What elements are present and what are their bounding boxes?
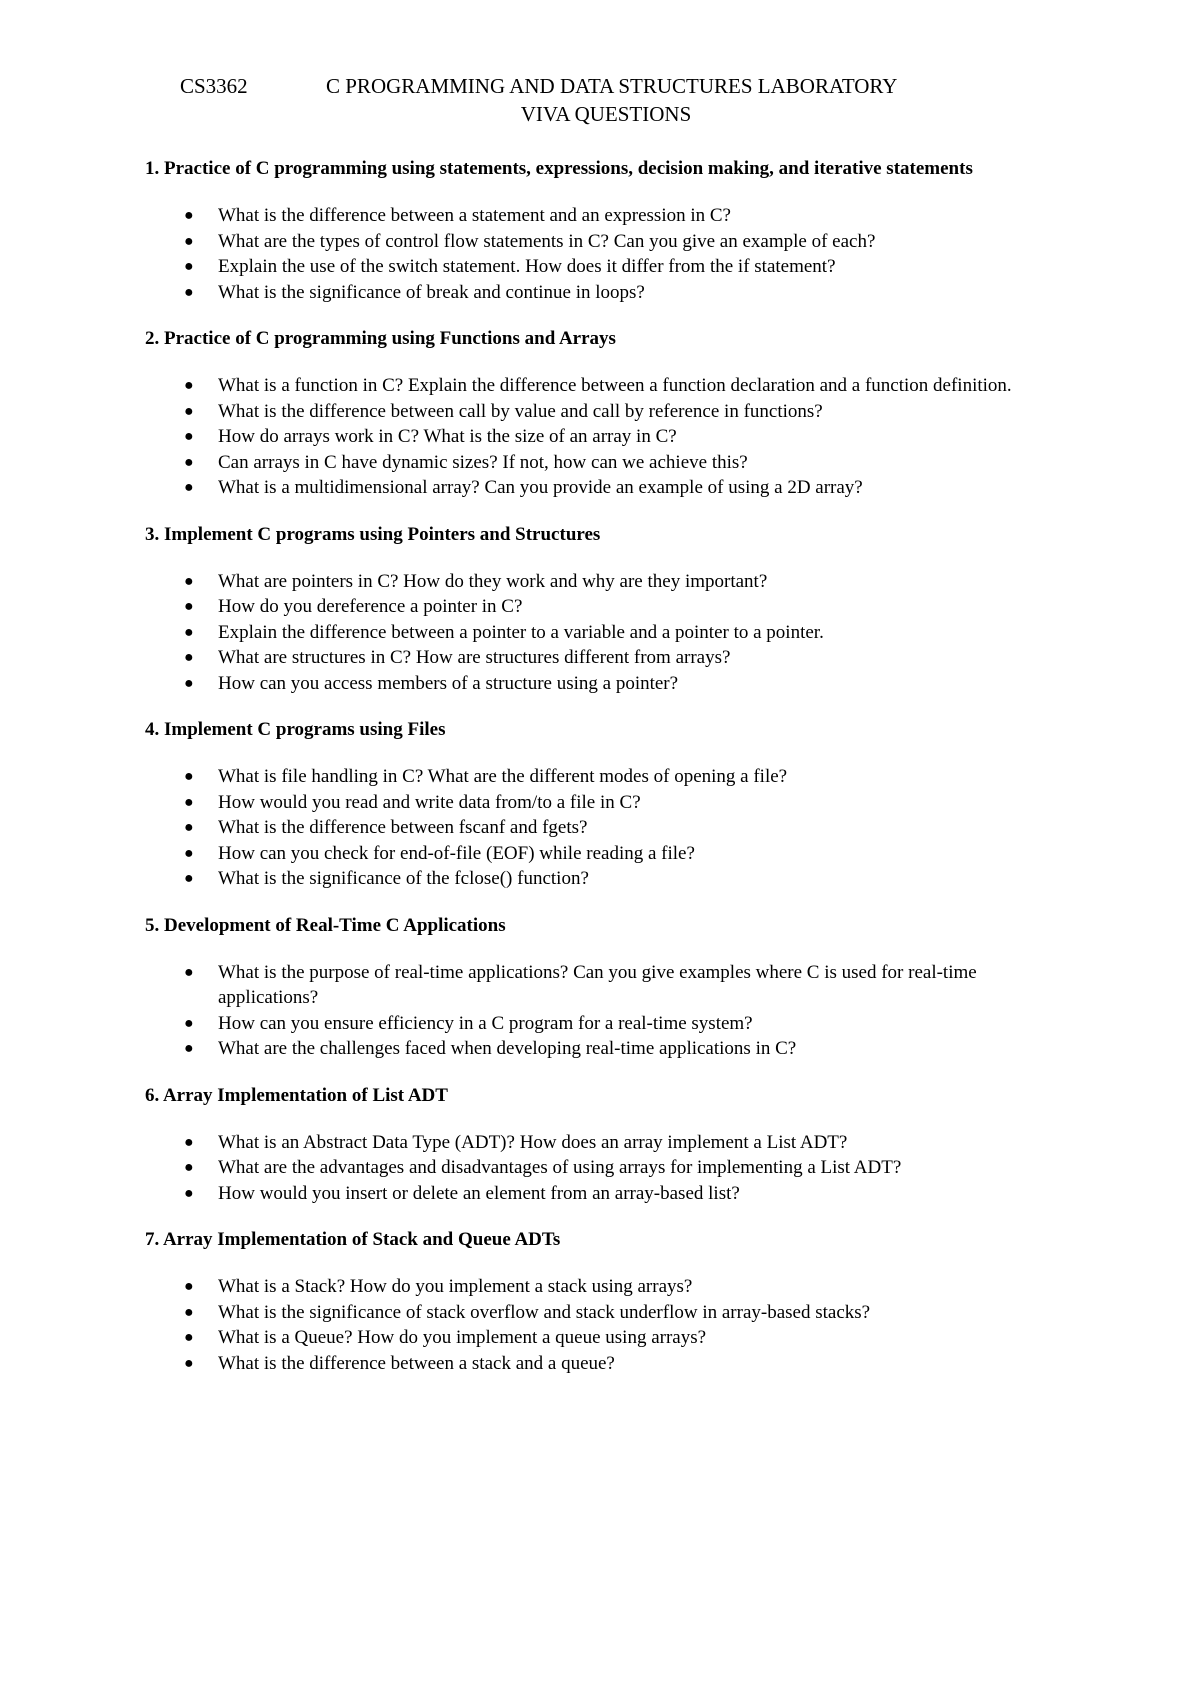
question-text: What is the significance of break and continue in loops? [218, 281, 645, 303]
question-text: What is file handling in C? What are the different modes of opening a file? [218, 766, 788, 787]
question-item [145, 1325, 1065, 1351]
bullet-icon: ● [184, 793, 194, 811]
question-list [145, 764, 1065, 892]
question-text: How can you check for end-of-file (EOF) while reading a file? [218, 842, 695, 864]
question-item [145, 960, 1065, 1011]
question-item [145, 1130, 1065, 1156]
question-item [145, 815, 1065, 841]
section-heading: 4. Implement C programs using Files [145, 719, 446, 740]
bullet-icon: ● [184, 1329, 194, 1346]
question-text: What is the difference between call by value and call by reference in functions? [218, 400, 823, 422]
bullet-icon: ● [184, 207, 194, 224]
question-item [145, 450, 1065, 476]
question-item [145, 475, 1065, 501]
question-item [145, 790, 1065, 816]
question-list [145, 373, 1065, 501]
question-text: Explain the use of the switch statement. How does it differ from the if statement? [218, 256, 836, 277]
bullet-icon: ● [184, 598, 194, 615]
question-text: Can arrays in C have dynamic sizes? If not, how can we achieve this? [218, 451, 748, 473]
bullet-icon: ● [184, 1303, 194, 1321]
question-text: What is the purpose of real-time applications? Can you give examples where C is used for real-time applications? [218, 961, 977, 1008]
question-text: What is a function in C? Explain the difference between a function declaration and a function definition. [218, 375, 1012, 396]
question-item [145, 1274, 1065, 1300]
question-item [145, 229, 1065, 255]
question-item [145, 594, 1065, 620]
question-list [145, 1130, 1065, 1207]
bullet-icon: ● [184, 819, 194, 836]
question-item [145, 373, 1065, 399]
question-text: What is the difference between a stack and a queue? [218, 1352, 615, 1374]
bullet-icon: ● [184, 870, 194, 887]
bullet-icon: ● [184, 428, 194, 445]
bullet-icon: ● [184, 402, 194, 420]
bullet-icon: ● [184, 844, 194, 862]
section-heading: 5. Development of Real-Time C Applications [145, 914, 506, 936]
question-item [145, 424, 1065, 450]
bullet-icon: ● [184, 674, 194, 692]
question-text: How do arrays work in C? What is the size of an array in C? [218, 426, 677, 447]
course-title: C PROGRAMMING AND DATA STRUCTURES LABORATORY [326, 74, 898, 98]
question-text: How do you dereference a pointer in C? [218, 596, 523, 617]
question-item [145, 645, 1065, 671]
question-item [145, 399, 1065, 425]
question-text: What is the significance of stack overflow and stack underflow in array-based stacks? [218, 1301, 871, 1323]
question-item [145, 671, 1065, 697]
question-text: What are the challenges faced when developing real-time applications in C? [218, 1038, 797, 1059]
question-item [145, 841, 1065, 867]
bullet-icon: ● [184, 768, 194, 785]
question-text: What is a Queue? How do you implement a queue using arrays? [218, 1327, 707, 1348]
section-7 [145, 1227, 1065, 1376]
question-list [145, 1274, 1065, 1376]
bullet-icon: ● [184, 479, 194, 496]
question-list [145, 203, 1065, 305]
bullet-icon: ● [184, 377, 194, 394]
section-heading: 1. Practice of C programming using statements, expressions, decision making, and iterative statements [145, 158, 973, 179]
section-heading: 7. Array Implementation of Stack and Queue ADTs [145, 1229, 561, 1250]
question-text: How would you read and write data from/to a file in C? [218, 791, 641, 813]
section-3 [145, 522, 1065, 697]
bullet-icon: ● [184, 1278, 194, 1295]
question-sections [145, 156, 1065, 1397]
bullet-icon: ● [184, 1159, 194, 1176]
bullet-icon: ● [184, 963, 194, 981]
document-title: VIVA QUESTIONS [520, 102, 692, 126]
question-item [145, 764, 1065, 790]
question-text: How can you ensure efficiency in a C program for a real-time system? [218, 1012, 753, 1034]
question-text: What is a Stack? How do you implement a stack using arrays? [218, 1276, 693, 1297]
bullet-icon: ● [184, 1354, 194, 1372]
bullet-icon: ● [184, 1040, 194, 1057]
question-text: What are pointers in C? How do they work and why are they important? [218, 570, 768, 592]
bullet-icon: ● [184, 623, 194, 641]
question-text: What is an Abstract Data Type (ADT)? How does an array implement a List ADT? [218, 1131, 848, 1153]
section-heading: 2. Practice of C programming using Functions and Arrays [145, 328, 616, 349]
bullet-icon: ● [184, 453, 194, 471]
bullet-icon: ● [184, 232, 194, 250]
question-item [145, 569, 1065, 595]
question-item [145, 1011, 1065, 1037]
question-text: What is the difference between fscanf and fgets? [218, 817, 588, 838]
question-text: What is the difference between a statement and an expression in C? [218, 205, 731, 226]
bullet-icon: ● [184, 258, 194, 275]
question-item [145, 254, 1065, 280]
question-item [145, 1351, 1065, 1377]
bullet-icon: ● [184, 649, 194, 666]
question-item [145, 1181, 1065, 1207]
bullet-icon: ● [184, 572, 194, 590]
section-4 [145, 717, 1065, 892]
question-text: How can you access members of a structure using a pointer? [218, 672, 679, 694]
section-6 [145, 1083, 1065, 1207]
question-text: What are structures in C? How are structures different from arrays? [218, 647, 731, 668]
section-heading: 6. Array Implementation of List ADT [145, 1084, 448, 1106]
question-list [145, 960, 1065, 1062]
question-item [145, 1155, 1065, 1181]
section-5 [145, 913, 1065, 1062]
question-text: What are the types of control flow statements in C? Can you give an example of each? [218, 230, 876, 252]
bullet-icon: ● [184, 283, 194, 301]
question-item [145, 866, 1065, 892]
bullet-icon: ● [184, 1184, 194, 1202]
question-text: How would you insert or delete an element from an array-based list? [218, 1182, 740, 1204]
question-text: What is a multidimensional array? Can you provide an example of using a 2D array? [218, 477, 863, 498]
question-text: Explain the difference between a pointer to a variable and a pointer to a pointer. [218, 621, 824, 643]
course-code: CS3362 [180, 74, 248, 98]
question-item [145, 203, 1065, 229]
question-list [145, 569, 1065, 697]
question-item [145, 1036, 1065, 1062]
question-text: What are the advantages and disadvantages of using arrays for implementing a List ADT? [218, 1157, 902, 1178]
section-2 [145, 326, 1065, 501]
bullet-icon: ● [184, 1014, 194, 1032]
section-heading: 3. Implement C programs using Pointers and Structures [145, 523, 601, 545]
bullet-icon: ● [184, 1133, 194, 1151]
question-item [145, 1300, 1065, 1326]
question-item [145, 620, 1065, 646]
question-item [145, 280, 1065, 306]
section-1 [145, 156, 1065, 305]
question-text: What is the significance of the fclose() function? [218, 868, 589, 889]
